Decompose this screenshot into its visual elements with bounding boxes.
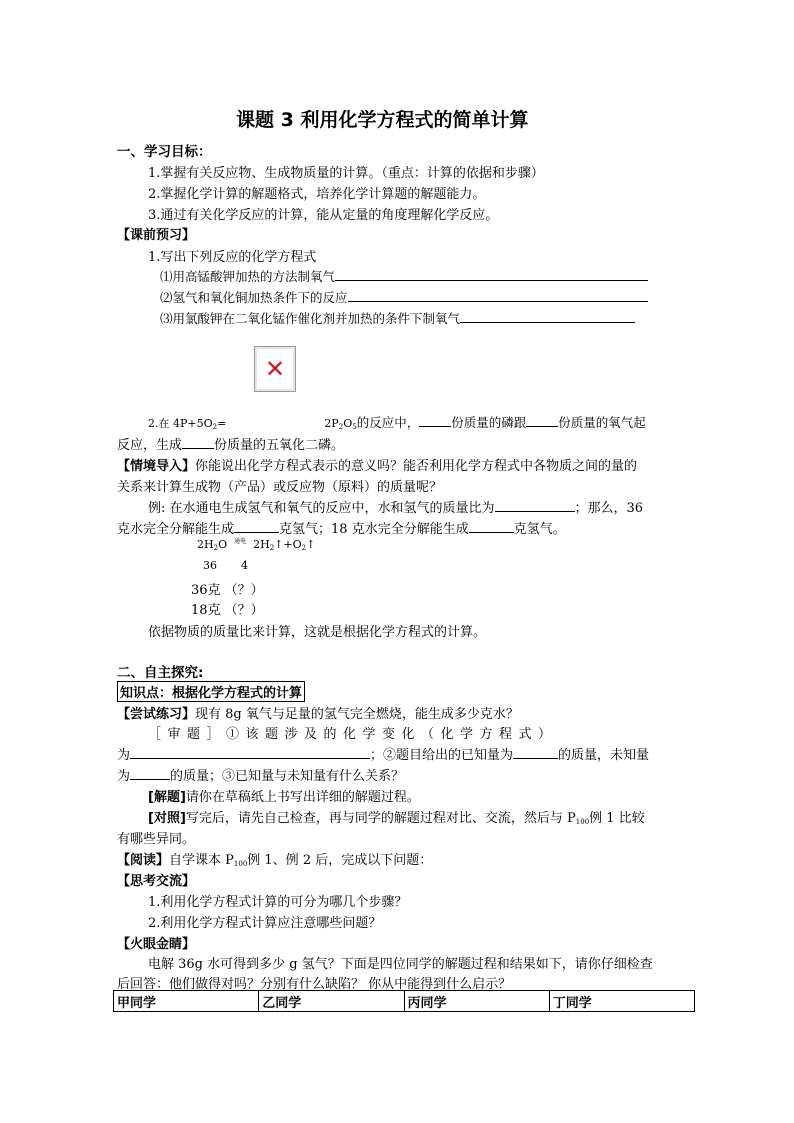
read-text: 自学课本 P	[169, 853, 234, 868]
solve-label: [解题]	[148, 790, 186, 805]
preview-q2-line1: 2.在 $4P+5O_2= 2P_2O_5$的反应中， 份质量的磷跟 份质量的氧气起	[148, 415, 646, 431]
example-text-b: ；那么，36	[574, 501, 644, 516]
try-text: 现有 8g 氧气与足量的氢气完全燃烧，能生成多少克水？	[195, 707, 519, 722]
answer-blank[interactable]	[234, 519, 279, 533]
think-q1: 1.利用化学方程式计算的可分为哪几个步骤？	[148, 895, 408, 910]
think-label: 【思考交流】	[117, 874, 196, 889]
section2-heading: 二、自主探究:	[117, 665, 204, 681]
mass-4: 4	[241, 559, 248, 572]
answer-blank[interactable]	[526, 413, 558, 427]
intro-label: 【情境导入】	[117, 459, 196, 474]
try-line	[117, 703, 519, 722]
example-text-e: 克氢气。	[513, 522, 566, 537]
water-equation: $2H_2O$ $^{通电}$ $2H_2↑+O_2↑$	[197, 538, 316, 552]
q2-equals: =	[217, 417, 227, 430]
goal-1: 1.掌握有关反应物、生成物质量的计算。（重点：计算的依据和步骤）	[148, 166, 544, 181]
review-text-d: 为	[117, 769, 131, 784]
example-text-c: 克水完全分解能生成	[117, 522, 235, 537]
check-page-sub: 100	[575, 818, 590, 826]
section1-heading: 一、学习目标：	[117, 144, 212, 160]
students-table	[113, 990, 695, 1012]
eq-rhs-o: ↑+O	[274, 538, 302, 551]
read-page-sub: 100	[233, 860, 248, 868]
eq-lhs: 2H	[197, 538, 214, 551]
read-line	[117, 849, 432, 868]
q2-text-e: 份质量的五氧化二磷。	[214, 438, 345, 453]
goal-2: 2.掌握化学计算的解题格式，培养化学计算题的解题能力。	[148, 187, 486, 202]
q2-equation-left: 2.在 4P+5O	[148, 417, 213, 430]
preview-q2-line2	[117, 434, 344, 453]
preview-item-3	[160, 309, 635, 327]
mass-row-1	[203, 559, 248, 572]
q2-product-o: O	[343, 417, 353, 430]
table-header-d: 丁同学	[549, 991, 694, 1012]
preview-item-2-text: ⑵氢气和氧化铜加热条件下的反应	[160, 290, 348, 305]
q2-text-c: 份质量的氧气起	[558, 415, 646, 430]
solve-text: 请你在草稿纸上书写出详细的解题过程。	[185, 790, 420, 805]
table-header-a: 甲同学	[114, 991, 259, 1012]
preview-label: 【课前预习】	[117, 228, 196, 243]
eq-lhs-o: O	[218, 538, 228, 551]
eye-text1: 电解 36g 水可得到多少 g 氢气？下面是四位同学的解题过程和结果如下，请你仔细检查	[148, 957, 653, 972]
check-tail: 例 1 比较	[589, 811, 645, 826]
example-text-d: 克氢气；18 克水完全分解能生成	[279, 522, 469, 537]
answer-blank[interactable]	[460, 309, 635, 323]
review-line3	[117, 765, 404, 784]
answer-blank[interactable]	[182, 435, 214, 449]
eq-rhs: 2H	[253, 538, 270, 551]
table-row	[114, 991, 695, 1012]
review-line1: ［审题］①该题涉及的化学变化（化学方程式）	[148, 727, 558, 742]
preview-q1: 1.写出下列反应的化学方程式	[148, 250, 317, 265]
read-label: 【阅读】	[117, 853, 170, 868]
answer-blank[interactable]	[469, 519, 514, 533]
answer-blank[interactable]	[495, 498, 575, 512]
q2-product: 2P	[324, 417, 339, 430]
q2-text-a: 的反应中，	[356, 415, 420, 430]
eye-label: 【火眼金睛】	[117, 937, 196, 952]
intro-line1	[117, 455, 637, 474]
check-line2: 有哪些异同。	[117, 832, 196, 847]
q2-text-b: 份质量的磷跟	[451, 415, 527, 430]
check-line1	[148, 807, 645, 826]
q2-text-d: 反应，生成	[117, 438, 183, 453]
solve-line	[148, 786, 420, 805]
example-text-a: 例: 在水通电生成氢气和氧气的反应中，水和氢气的质量比为	[148, 501, 495, 516]
check-label: [对照]	[148, 811, 186, 826]
intro-conclusion: 依据物质的质量比来计算，这就是根据化学方程式的计算。	[148, 625, 487, 640]
think-q2: 2.利用化学方程式计算应注意哪些问题？	[148, 916, 382, 931]
example-line1	[148, 497, 643, 516]
answer-blank[interactable]	[419, 413, 451, 427]
eye-text2: 后回答：他们做得对吗？分别有什么缺陷？ 你从中能得到什么启示？	[117, 977, 512, 992]
answer-blank[interactable]	[348, 288, 648, 302]
try-label: 【尝试练习】	[117, 707, 196, 722]
intro-text1: 你能说出化学方程式表示的意义吗？能否利用化学方程式中各物质之间的量的	[195, 459, 638, 474]
goal-3: 3.通过有关化学反应的计算，能从定量的角度理解化学反应。	[148, 208, 499, 223]
mass-row-2: 36克 （？）	[191, 583, 264, 598]
preview-item-3-text: ⑶用氯酸钾在二氧化锰作催化剂并加热的条件下制氧气	[160, 311, 461, 326]
answer-blank[interactable]	[335, 267, 648, 281]
answer-blank[interactable]	[130, 745, 370, 759]
knowledge-point: 知识点：根据化学方程式的计算	[117, 681, 305, 702]
read-tail: 例 1、例 2 后，完成以下问题：	[247, 853, 433, 868]
broken-image-icon	[254, 346, 296, 392]
eq-condition: 通电	[234, 538, 247, 545]
eq-rhs-arrow: ↑	[306, 538, 316, 551]
preview-item-2	[160, 288, 648, 306]
table-header-c: 丙同学	[404, 991, 549, 1012]
intro-line2: 关系来计算生成物（产品）或反应物（原料）的质量呢？	[117, 480, 443, 495]
answer-blank[interactable]	[513, 745, 558, 759]
mass-row-3: 18克 （？）	[191, 603, 264, 618]
review-text-a: 为	[117, 748, 131, 763]
example-line2	[117, 518, 566, 537]
review-line2	[117, 744, 649, 763]
check-text: 写完后，请先自己检查，再与同学的解题过程对比、交流，然后与 P	[185, 811, 576, 826]
answer-blank[interactable]	[130, 766, 170, 780]
broken-image-x: ✕	[264, 355, 286, 383]
page-title: 课题 3 利用化学方程式的简单计算	[236, 109, 529, 131]
review-text-e: 的质量；③已知量与未知量有什么关系？	[170, 769, 405, 784]
preview-item-1	[160, 267, 648, 285]
review-text-b: ；②题目给出的已知量为	[370, 748, 514, 763]
mass-36: 36	[203, 559, 217, 572]
preview-item-1-text: ⑴用高锰酸钾加热的方法制氧气	[160, 269, 336, 284]
review-text-c: 的质量，未知量	[558, 748, 650, 763]
table-header-b: 乙同学	[259, 991, 404, 1012]
